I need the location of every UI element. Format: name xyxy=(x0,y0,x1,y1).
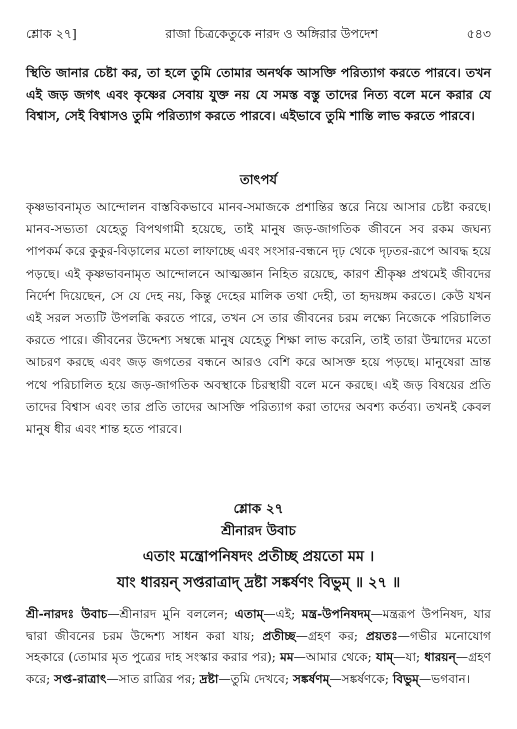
synonym-meaning: মন্ত্ররূপ উপনিষদ, যার দ্বারা জীবনের চরম উদ্দেশ্য সাধন করা যায়; xyxy=(26,607,492,643)
purport-title: তাৎপর্য xyxy=(239,173,278,188)
header-verse-ref: শ্লোক ২৭] xyxy=(26,26,77,41)
synonym-meaning: যা; xyxy=(405,650,425,664)
page-number: ৫৪৩ xyxy=(466,26,491,41)
word-synonyms xyxy=(26,604,491,690)
verse-number: শ্লোক ২৭ xyxy=(233,501,284,517)
synonym-term: যাম্ xyxy=(375,650,394,664)
synonym-entry: সপ্ত-রাত্রাৎ—সাত রাত্রির পর; xyxy=(54,671,200,686)
synonym-meaning: এই; xyxy=(275,607,302,621)
synonym-meaning: আমার থেকে; xyxy=(305,650,376,664)
synonym-term: মম xyxy=(280,650,294,664)
synonym-entry: প্রয়তঃ—গভীর মনোযোগ সহকারে (তোমার মৃত পুত্রের দাহ সংস্কার করার পর); xyxy=(26,628,491,664)
translation-continued: স্থিতি জানার চেষ্টা কর, তা হলে তুমি তোমার অনর্থক আসক্তি পরিত্যাগ করতে পারবে। তখন এই জড় জগৎ এবং কৃষ্ণের সেবায় যুক্ত নয় যে সমস্ত বস্তু তাদের নিত্য বলে মনে করার যে বিশ্বাস, সেই বিশ্বাসও তুমি পরিত্যাগ করতে পারবে। এইভাবে তুমি শান্তি লাভ করতে পারবে। xyxy=(26,65,491,124)
sanskrit-line-2: যাং ধারয়ন্ সপ্তরাত্রাদ্ দ্রষ্টা সঙ্কর্ষণং বিভুম্ ॥ ২৭ ॥ xyxy=(116,574,401,591)
synonym-term: প্রয়তঃ xyxy=(365,628,398,643)
synonym-entry: মম—আমার থেকে; xyxy=(280,650,376,664)
synonym-term: সপ্ত-রাত্রাৎ xyxy=(54,671,107,686)
synonym-term: সঙ্কর্ষণম্ xyxy=(292,671,330,686)
synonym-term: ধারয়ন্ xyxy=(424,650,456,664)
synonym-meaning: শ্রীনারদ মুনি বললেন; xyxy=(119,607,235,621)
synonym-entry: শ্রী-নারদঃ উবাচ—শ্রীনারদ মুনি বললেন; xyxy=(26,607,235,621)
synonym-meaning: গভীর মনোযোগ সহকারে (তোমার মৃত পুত্রের দাহ সংস্কার করার পর); xyxy=(26,628,491,664)
synonym-entry: মন্ত্র-উপনিষদম্—মন্ত্ররূপ উপনিষদ, যার দ্বারা জীবনের চরম উদ্দেশ্য সাধন করা যায়; xyxy=(26,607,492,643)
synonym-term: প্রতীচ্ছ xyxy=(262,628,296,643)
page-header xyxy=(26,26,491,46)
purport-body: কৃষ্ণভাবনামৃত আন্দোলন বাস্তবিকভাবে মানব-সমাজকে প্রশান্তির স্তরে নিয়ে আসার চেষ্টা করছে। মানব-সভ্যতা যেহেতু বিপথগামী হয়েছে, তাই মানুষ জড়-জাগতিক জীবনে সব রকম জঘন্য পাপকর্ম করে কুকুর-বিড়ালের মতো লাফাচ্ছে এবং সংসার-বন্ধনে দৃঢ় থেকে দৃঢ়তর-রূপে আবদ্ধ হয়ে পড়ছে। এই কৃষ্ণভাবনামৃত আন্দোলনে আত্মজ্ঞান নিহিত রয়েছে, কারণ শ্রীকৃষ্ণ প্রথমেই জীবদের নির্দেশ দিয়েছেন, সে যে দেহ নয়, কিন্তু দেহের মালিক তথা দেহী, তা হৃদয়ঙ্গম করতে। কেউ যখন এই সরল সত্যটি উপলব্ধি করতে পারে, তখন সে তার জীবনের চরম লক্ষ্যে নিজেকে পরিচালিত করতে পারে। জীবনের উদ্দেশ্য সম্বন্ধে মানুষ যেহেতু শিক্ষা লাভ করেনি, তাই তারা উন্মাদের মতো আচরণ করছে এবং জড় জগতের বন্ধনে আরও বেশি করে আসক্ত হয়ে পড়ছে। মানুষেরা ভ্রান্ত পথে পরিচালিত হয়ে জড়-জাগতিক অবস্থাকে চিরস্থায়ী বলে মনে করছে। এই জড় বিষয়ের প্রতি তাদের বিশ্বাস এবং তার প্রতি তাদের আসক্তি পরিত্যাগ করা তাদের অবশ্য কর্তব্য। তখনই কেবল মানুষ ধীর এবং শান্ত হতে পারবে। xyxy=(26,200,491,437)
header-chapter-title: রাজা চিত্রকেতুকে নারদ ও অঙ্গিরার উপদেশ xyxy=(165,26,378,41)
synonym-entry: প্রতীচ্ছ—গ্রহণ কর; xyxy=(262,628,366,643)
synonym-meaning: সঙ্কর্ষণকে; xyxy=(341,671,393,686)
synonym-meaning: তুমি দেখবে; xyxy=(230,671,293,686)
synonym-entry: ধারয়ন্—গ্রহণ করে; xyxy=(26,650,491,686)
synonym-meaning: গ্রহণ কর; xyxy=(307,628,366,643)
synonym-term: বিভুম্ xyxy=(392,671,419,686)
synonym-meaning: গ্রহণ করে; xyxy=(26,650,491,686)
synonym-entry: বিভুম্—ভগবান। xyxy=(392,671,471,686)
sanskrit-line-1: এতাং মন্ত্রোপনিষদং প্রতীচ্ছ প্রয়তো মম । xyxy=(142,548,375,565)
synonym-term: মন্ত্র-উপনিষদম্ xyxy=(301,607,371,621)
synonym-meaning: ভগবান। xyxy=(431,671,471,686)
synonym-term: এতাম্ xyxy=(234,607,264,621)
synonym-term: শ্রী-নারদঃ উবাচ xyxy=(26,607,108,621)
verse-speaker: শ্রীনারদ উবাচ xyxy=(221,523,296,539)
synonym-entry: এতাম্—এই; xyxy=(234,607,302,621)
synonym-entry: দ্রষ্টা—তুমি দেখবে; xyxy=(199,671,293,686)
synonym-meaning: সাত রাত্রির পর; xyxy=(118,671,200,686)
synonym-entry: যাম্—যা; xyxy=(375,650,425,664)
synonym-entry: সঙ্কর্ষণম্—সঙ্কর্ষণকে; xyxy=(292,671,393,686)
synonym-term: দ্রষ্টা xyxy=(199,671,219,686)
